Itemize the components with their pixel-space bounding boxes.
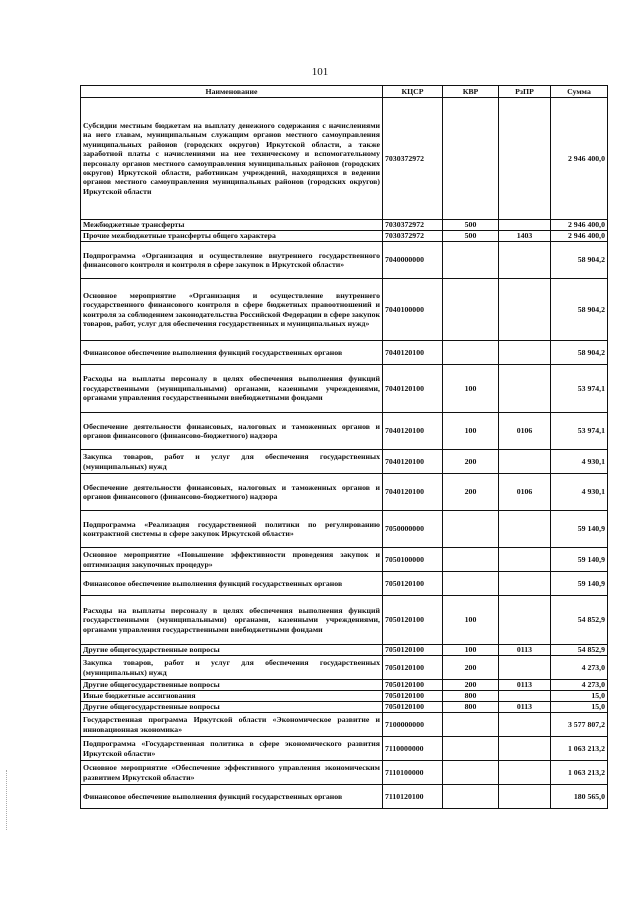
row-kvr-cell	[443, 242, 499, 279]
row-rzpr-cell	[499, 785, 551, 809]
row-name-cell: Расходы на выплаты персоналу в целях обеспечения выполнения функций государственными (муниципальными) органами, казенными учреждениями, органами управления государственными внебюджетными фондами	[81, 596, 383, 645]
row-code-cell: 7030372972	[383, 98, 443, 220]
row-rzpr-cell	[499, 450, 551, 474]
header-name: Наименование	[81, 86, 383, 98]
row-sum-cell: 53 974,1	[551, 365, 608, 413]
row-code-cell: 7030372972	[383, 231, 443, 242]
table-row	[81, 572, 608, 596]
row-kvr-cell	[443, 548, 499, 572]
row-kvr-cell: 100	[443, 413, 499, 450]
row-sum-cell: 58 904,2	[551, 242, 608, 279]
row-name-cell: Финансовое обеспечение выполнения функций государственных органов	[81, 572, 383, 596]
row-name-cell: Закупка товаров, работ и услуг для обеспечения государственных (муниципальных) нужд	[81, 450, 383, 474]
row-rzpr-cell	[499, 548, 551, 572]
row-code-cell: 7110100000	[383, 761, 443, 785]
row-code-cell: 7050120100	[383, 596, 443, 645]
row-sum-cell: 54 852,9	[551, 596, 608, 645]
row-code-cell: 7050100000	[383, 548, 443, 572]
row-code-cell: 7110120100	[383, 785, 443, 809]
table-row	[81, 450, 608, 474]
row-code-cell: 7040120100	[383, 341, 443, 365]
row-name-cell: Другие общегосударственные вопросы	[81, 645, 383, 656]
row-code-cell: 7040100000	[383, 279, 443, 341]
row-kvr-cell	[443, 737, 499, 761]
row-sum-cell: 2 946 400,0	[551, 231, 608, 242]
row-kvr-cell	[443, 785, 499, 809]
row-kvr-cell	[443, 713, 499, 737]
row-name-cell: Обеспечение деятельности финансовых, налоговых и таможенных органов и органов финансового (финансово-бюджетного) надзора	[81, 474, 383, 511]
row-name-cell: Финансовое обеспечение выполнения функций государственных органов	[81, 785, 383, 809]
table-row	[81, 231, 608, 242]
row-rzpr-cell	[499, 761, 551, 785]
row-code-cell: 7040120100	[383, 474, 443, 511]
table-row	[81, 645, 608, 656]
row-sum-cell: 58 904,2	[551, 279, 608, 341]
table-row	[81, 737, 608, 761]
row-code-cell: 7050120100	[383, 656, 443, 680]
row-sum-cell: 3 577 807,2	[551, 713, 608, 737]
row-rzpr-cell: 0106	[499, 413, 551, 450]
row-kvr-cell	[443, 572, 499, 596]
table-row	[81, 680, 608, 691]
table-row	[81, 341, 608, 365]
row-name-cell: Обеспечение деятельности финансовых, налоговых и таможенных органов и органов финансового (финансово-бюджетного) надзора	[81, 413, 383, 450]
row-kvr-cell: 800	[443, 691, 499, 702]
row-sum-cell: 53 974,1	[551, 413, 608, 450]
row-rzpr-cell	[499, 98, 551, 220]
row-rzpr-cell	[499, 365, 551, 413]
table-row	[81, 548, 608, 572]
row-sum-cell: 1 063 213,2	[551, 761, 608, 785]
row-name-cell: Подпрограмма «Организация и осуществление внутреннего государственного финансового контроля и контроля в сфере закупок в Иркутской области»	[81, 242, 383, 279]
margin-mark	[6, 770, 8, 830]
row-code-cell: 7040120100	[383, 450, 443, 474]
table-row	[81, 98, 608, 220]
row-kvr-cell	[443, 511, 499, 548]
table-row	[81, 702, 608, 713]
row-rzpr-cell	[499, 572, 551, 596]
row-rzpr-cell	[499, 511, 551, 548]
row-kvr-cell: 800	[443, 702, 499, 713]
table-row	[81, 761, 608, 785]
row-kvr-cell	[443, 279, 499, 341]
budget-table	[80, 85, 608, 809]
row-kvr-cell: 200	[443, 474, 499, 511]
row-sum-cell: 58 904,2	[551, 341, 608, 365]
row-code-cell: 7050120100	[383, 680, 443, 691]
row-kvr-cell: 500	[443, 231, 499, 242]
row-code-cell: 7040120100	[383, 413, 443, 450]
header-rzpr: РзПР	[499, 86, 551, 98]
row-rzpr-cell	[499, 713, 551, 737]
row-name-cell: Основное мероприятие «Повышение эффективности проведения закупок и оптимизация закупочных процедур»	[81, 548, 383, 572]
row-code-cell: 7040000000	[383, 242, 443, 279]
row-kvr-cell	[443, 761, 499, 785]
table-row	[81, 413, 608, 450]
table-row	[81, 596, 608, 645]
row-rzpr-cell: 0113	[499, 702, 551, 713]
table-row	[81, 220, 608, 231]
row-name-cell: Закупка товаров, работ и услуг для обеспечения государственных (муниципальных) нужд	[81, 656, 383, 680]
row-kvr-cell: 200	[443, 450, 499, 474]
row-kvr-cell	[443, 98, 499, 220]
row-name-cell: Подпрограмма «Государственная политика в сфере экономического развития Иркутской области»	[81, 737, 383, 761]
row-name-cell: Подпрограмма «Реализация государственной политики по регулированию контрактной системы в сфере закупок Иркутской области»	[81, 511, 383, 548]
row-kvr-cell: 100	[443, 365, 499, 413]
row-code-cell: 7050120100	[383, 691, 443, 702]
row-sum-cell: 2 946 400,0	[551, 98, 608, 220]
row-sum-cell: 59 140,9	[551, 511, 608, 548]
row-name-cell: Основное мероприятие «Обеспечение эффективного управления экономическим развитием Иркутской области»	[81, 761, 383, 785]
table-row	[81, 656, 608, 680]
row-code-cell: 7100000000	[383, 713, 443, 737]
row-sum-cell: 4 273,0	[551, 656, 608, 680]
row-code-cell: 7110000000	[383, 737, 443, 761]
row-name-cell: Прочие межбюджетные трансферты общего характера	[81, 231, 383, 242]
row-code-cell: 7050120100	[383, 645, 443, 656]
table-row	[81, 511, 608, 548]
row-name-cell: Субсидии местным бюджетам на выплату денежного содержания с начислениями на него главам, муниципальным служащим органов местного самоуправления муниципальных районов (городских округов) Иркутской области, а также заработной платы с начислениями на нее техническому и вспомогательному персоналу органов местного самоуправления муниципальных районов (городских округов) Иркутской области, работникам учреждений, находящихся в ведении органов местного самоуправления муниципальных районов (городских округов) Иркутской области	[81, 98, 383, 220]
row-kvr-cell	[443, 341, 499, 365]
row-rzpr-cell	[499, 656, 551, 680]
row-rzpr-cell: 0113	[499, 680, 551, 691]
row-name-cell: Расходы на выплаты персоналу в целях обеспечения выполнения функций государственными (муниципальными) органами, казенными учреждениями, органами управления государственными внебюджетными фондами	[81, 365, 383, 413]
row-sum-cell: 54 852,9	[551, 645, 608, 656]
row-rzpr-cell: 0106	[499, 474, 551, 511]
row-rzpr-cell: 1403	[499, 231, 551, 242]
row-name-cell: Другие общегосударственные вопросы	[81, 702, 383, 713]
table-row	[81, 365, 608, 413]
row-rzpr-cell	[499, 242, 551, 279]
row-sum-cell: 1 063 213,2	[551, 737, 608, 761]
row-name-cell: Государственная программа Иркутской области «Экономическое развитие и инновационная экономика»	[81, 713, 383, 737]
row-kvr-cell: 100	[443, 596, 499, 645]
row-name-cell: Межбюджетные трансферты	[81, 220, 383, 231]
row-code-cell: 7030372972	[383, 220, 443, 231]
row-rzpr-cell	[499, 279, 551, 341]
table-row	[81, 785, 608, 809]
row-name-cell: Иные бюджетные ассигнования	[81, 691, 383, 702]
row-rzpr-cell	[499, 596, 551, 645]
row-sum-cell: 180 565,0	[551, 785, 608, 809]
row-name-cell: Основное мероприятие «Организация и осуществление внутреннего государственного финансового контроля в сфере бюджетных правоотношений и контроля за соблюдением законодательства Российской Федерации в сфере закупок товаров, работ, услуг для обеспечения государственных и муниципальных нужд»	[81, 279, 383, 341]
row-sum-cell: 59 140,9	[551, 548, 608, 572]
row-name-cell: Финансовое обеспечение выполнения функций государственных органов	[81, 341, 383, 365]
row-sum-cell: 4 930,1	[551, 474, 608, 511]
table-row	[81, 242, 608, 279]
row-rzpr-cell	[499, 341, 551, 365]
table-row	[81, 474, 608, 511]
row-sum-cell: 15,0	[551, 702, 608, 713]
row-kvr-cell: 200	[443, 656, 499, 680]
row-sum-cell: 4 273,0	[551, 680, 608, 691]
row-kvr-cell: 500	[443, 220, 499, 231]
table-row	[81, 691, 608, 702]
row-sum-cell: 2 946 400,0	[551, 220, 608, 231]
row-kvr-cell: 200	[443, 680, 499, 691]
row-code-cell: 7040120100	[383, 365, 443, 413]
table-header-row	[81, 86, 608, 98]
row-sum-cell: 59 140,9	[551, 572, 608, 596]
row-rzpr-cell	[499, 737, 551, 761]
row-rzpr-cell	[499, 220, 551, 231]
header-sum: Сумма	[551, 86, 608, 98]
table-row	[81, 713, 608, 737]
header-code: КЦСР	[383, 86, 443, 98]
table-row	[81, 279, 608, 341]
row-sum-cell: 4 930,1	[551, 450, 608, 474]
page-number: 101	[311, 66, 329, 78]
row-name-cell: Другие общегосударственные вопросы	[81, 680, 383, 691]
row-kvr-cell: 100	[443, 645, 499, 656]
header-kvr: КВР	[443, 86, 499, 98]
row-rzpr-cell	[499, 691, 551, 702]
row-rzpr-cell: 0113	[499, 645, 551, 656]
row-sum-cell: 15,0	[551, 691, 608, 702]
row-code-cell: 7050000000	[383, 511, 443, 548]
row-code-cell: 7050120100	[383, 702, 443, 713]
row-code-cell: 7050120100	[383, 572, 443, 596]
